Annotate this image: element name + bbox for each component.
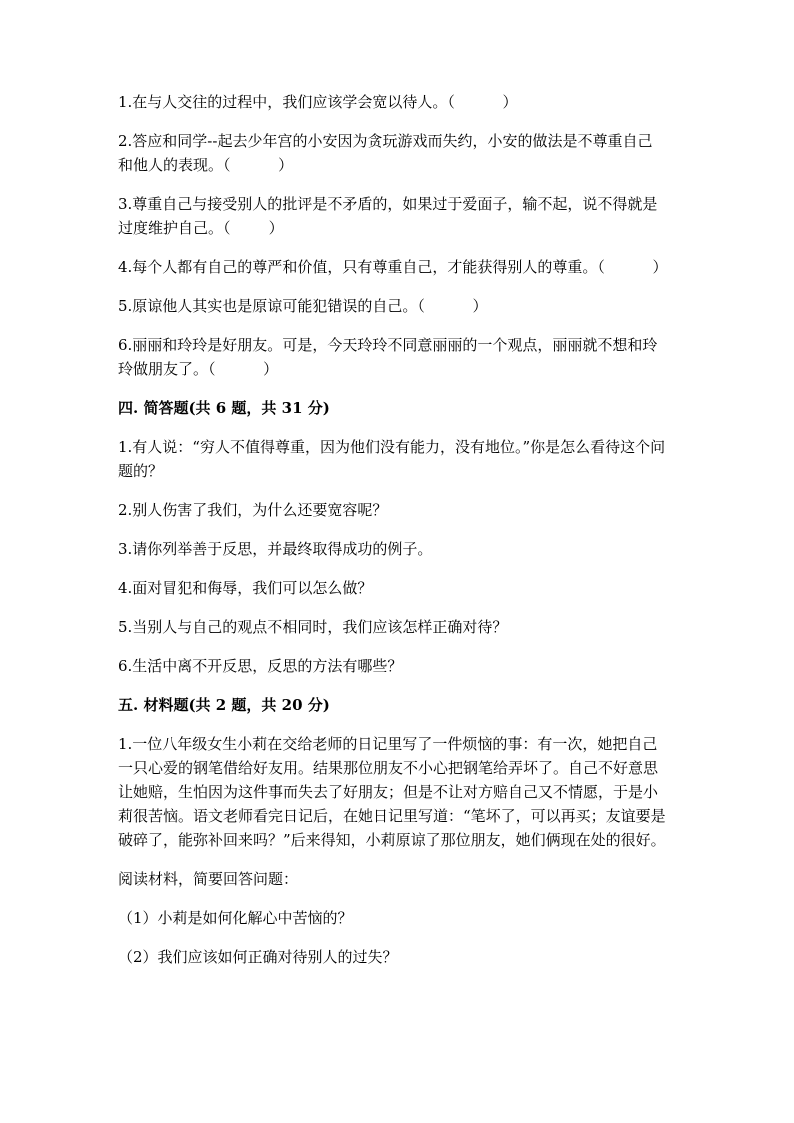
short-answer-item-4: 4.面对冒犯和侮辱，我们可以怎么做？ [118,579,373,597]
judgement-item-4: 4.每个人都有自己的尊严和价值，只有尊重自己，才能获得别人的尊重。（ ） [118,258,668,276]
section-heading-short-answer: 四. 简答题(共 6 题，共 31 分) [118,399,330,417]
exam-page [118,90,666,969]
material-instruction: 阅读材料，简要回答问题： [118,870,299,888]
short-answer-item-1: 1.有人说：“穷人不值得尊重，因为他们没有能力，没有地位。”你是怎么看待这个问题的？ [118,438,666,480]
section-heading-material: 五. 材料题(共 2 题，共 20 分) [118,696,330,714]
material-question-1: （1）小莉是如何化解心中苦恼的？ [118,909,353,927]
judgement-item-6: 6.丽丽和玲玲是好朋友。可是，今天玲玲不同意丽丽的一个观点，丽丽就不想和玲玲做朋友了。（ ） [118,336,658,378]
material-question-2: （2）我们应该如何正确对待别人的过失？ [118,948,398,966]
judgement-item-2: 2.答应和同学--起去少年宫的小安因为贪玩游戏而失约，小安的做法是不尊重自己和他人的表现。（ ） [118,132,653,174]
short-answer-item-6: 6.生活中离不开反思，反思的方法有哪些？ [118,657,403,675]
short-answer-item-5: 5.当别人与自己的观点不相同时，我们应该怎样正确对待？ [118,618,508,636]
material-passage: 1.一位八年级女生小莉在交给老师的日记里写了一件烦恼的事：有一次，她把自己一只心爱的钢笔借给好友用。结果那位朋友不小心把钢笔给弄坏了。自己不好意思让她赔，生怕因为这件事而失去了好朋友；但是不让对方赔自己又不情愿，于是小莉很苦恼。语文老师看完日记后，在她日记里写道：“笔坏了，可以再买；友谊要是破碎了，能弥补回来吗？”后来得知，小莉原谅了那位朋友，她们俩现在处的很好。 [118,735,666,849]
judgement-item-3: 3.尊重自己与接受别人的批评是不矛盾的，如果过于爱面子，输不起，说不得就是过度维护自己。（ ） [118,195,658,237]
short-answer-item-3: 3.请你列举善于反思，并最终取得成功的例子。 [118,540,433,558]
short-answer-item-2: 2.别人伤害了我们，为什么还要宽容呢？ [118,501,388,519]
judgement-item-1: 1.在与人交往的过程中，我们应该学会宽以待人。（ ） [118,93,518,111]
judgement-item-5: 5.原谅他人其实也是原谅可能犯错误的自己。（ ） [118,297,488,315]
